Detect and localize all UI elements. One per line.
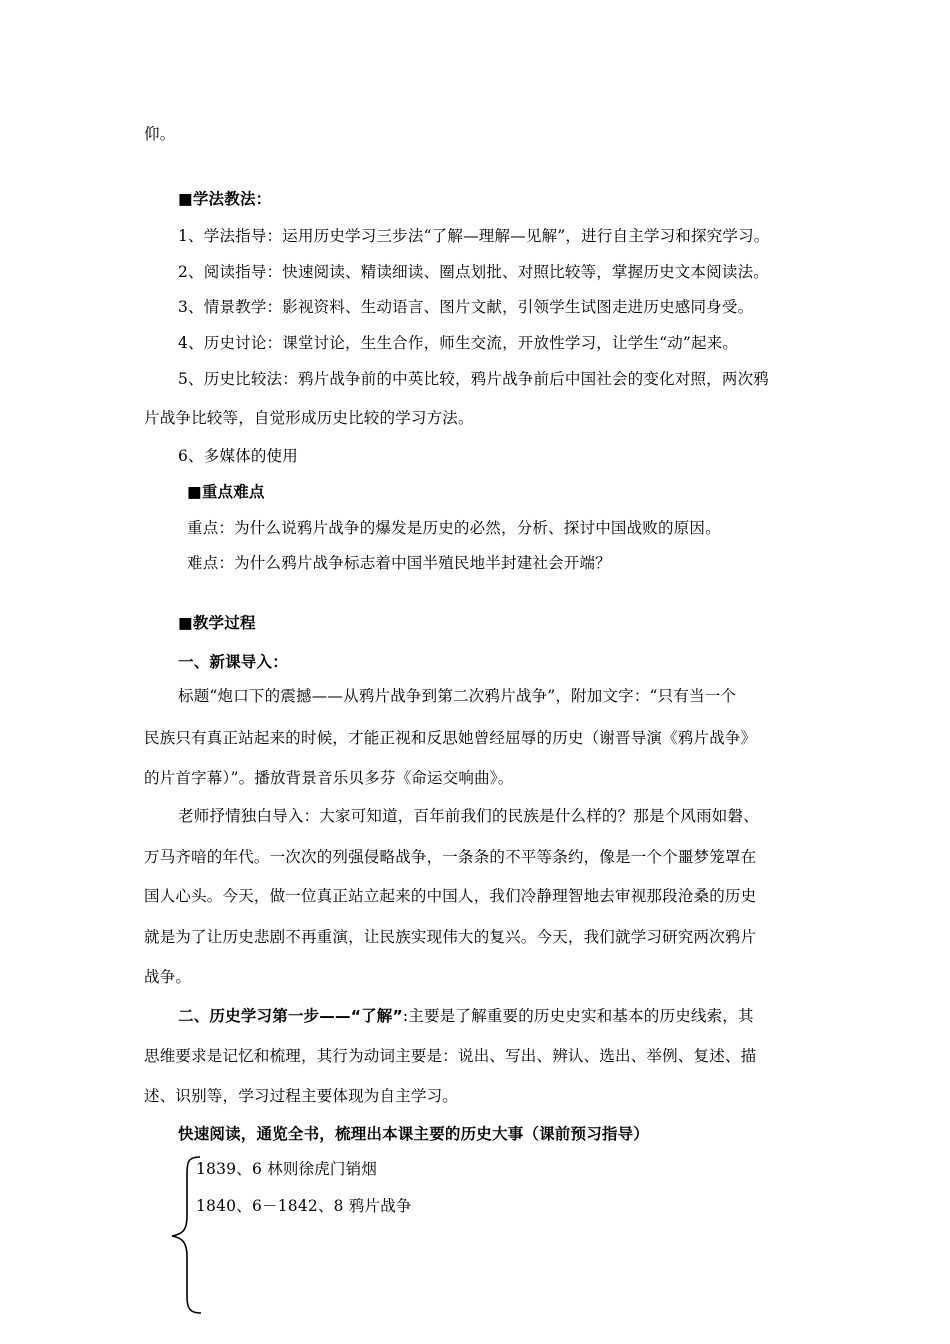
- text-line: 万马齐喑的年代。一次次的列强侵略战争，一条条的不平等条约，像是一个个噩梦笼罩在: [144, 848, 757, 866]
- text-line: 民族只有真正站起来的时候，才能正视和反思她曾经屈辱的历史（谢晋导演《鸦片战争》: [144, 729, 757, 747]
- section-heading: ■重点难点: [187, 483, 265, 501]
- text-line: 战争。: [144, 968, 192, 986]
- timeline-item: 1839、6 林则徐虎门销烟: [196, 1160, 378, 1178]
- text-line: 片战争比较等，自觉形成历史比较的学习方法。: [144, 409, 474, 427]
- text-line: 述、识别等，学习过程主要体现为自主学习。: [144, 1087, 459, 1105]
- subsection-heading: 一、新课导入：: [178, 653, 288, 671]
- text-line: 仰。: [144, 125, 176, 143]
- timeline-item: 1840、6－1842、8 鸦片战争: [196, 1197, 412, 1215]
- subsection-heading: 二、历史学习第一步——“了解”: [178, 1007, 403, 1025]
- text-line: 4、历史讨论：课堂讨论，生生合作，师生交流，开放性学习，让学生“动”起来。: [178, 334, 739, 352]
- section-heading: ■教学过程: [178, 614, 256, 632]
- subsection-heading: 快速阅读，通览全书，梳理出本课主要的历史大事（课前预习指导）: [178, 1125, 650, 1143]
- text-line: 的片首字幕）”。播放背景音乐贝多芬《命运交响曲》。: [144, 769, 514, 787]
- text-line: 2、阅读指导：快速阅读、精读细读、圈点划批、对照比较等，掌握历史文本阅读法。: [178, 263, 769, 281]
- text-line: 3、情景教学：影视资料、生动语言、图片文献，引领学生试图走进历史感同身受。: [178, 298, 754, 316]
- text-line: 就是为了让历史悲剧不再重演，让民族实现伟大的复兴。今天，我们就学习研究两次鸦片: [144, 928, 757, 946]
- text-line: 5、历史比较法：鸦片战争前的中英比较，鸦片战争前后中国社会的变化对照，两次鸦: [178, 370, 769, 388]
- text-line: 重点：为什么说鸦片战争的爆发是历史的必然，分析、探讨中国战败的原因。: [187, 519, 721, 537]
- text-line: 标题“炮口下的震撼——从鸦片战争到第二次鸦片战争”，附加文字：“只有当一个: [178, 687, 737, 705]
- text-line: 6、多媒体的使用: [178, 447, 298, 465]
- section-heading: ■学法教法：: [178, 190, 272, 208]
- text-line: 1、学法指导：运用历史学习三步法“了解—理解—见解”，进行自主学习和探究学习。: [178, 227, 770, 245]
- text-line: 难点：为什么鸦片战争标志着中国半殖民地半封建社会开端？: [187, 554, 611, 572]
- text-line: 老师抒情独白导入：大家可知道，百年前我们的民族是什么样的？那是个风雨如磐、: [178, 807, 759, 825]
- text-run: :主要是了解重要的历史史实和基本的历史线索，其: [402, 1007, 754, 1025]
- text-line: 思维要求是记忆和梳理，其行为动词主要是：说出、写出、辨认、选出、举例、复述、描: [144, 1047, 757, 1065]
- text-line: 国人心头。今天，做一位真正站立起来的中国人，我们冷静理智地去审视那段沧桑的历史: [144, 887, 757, 905]
